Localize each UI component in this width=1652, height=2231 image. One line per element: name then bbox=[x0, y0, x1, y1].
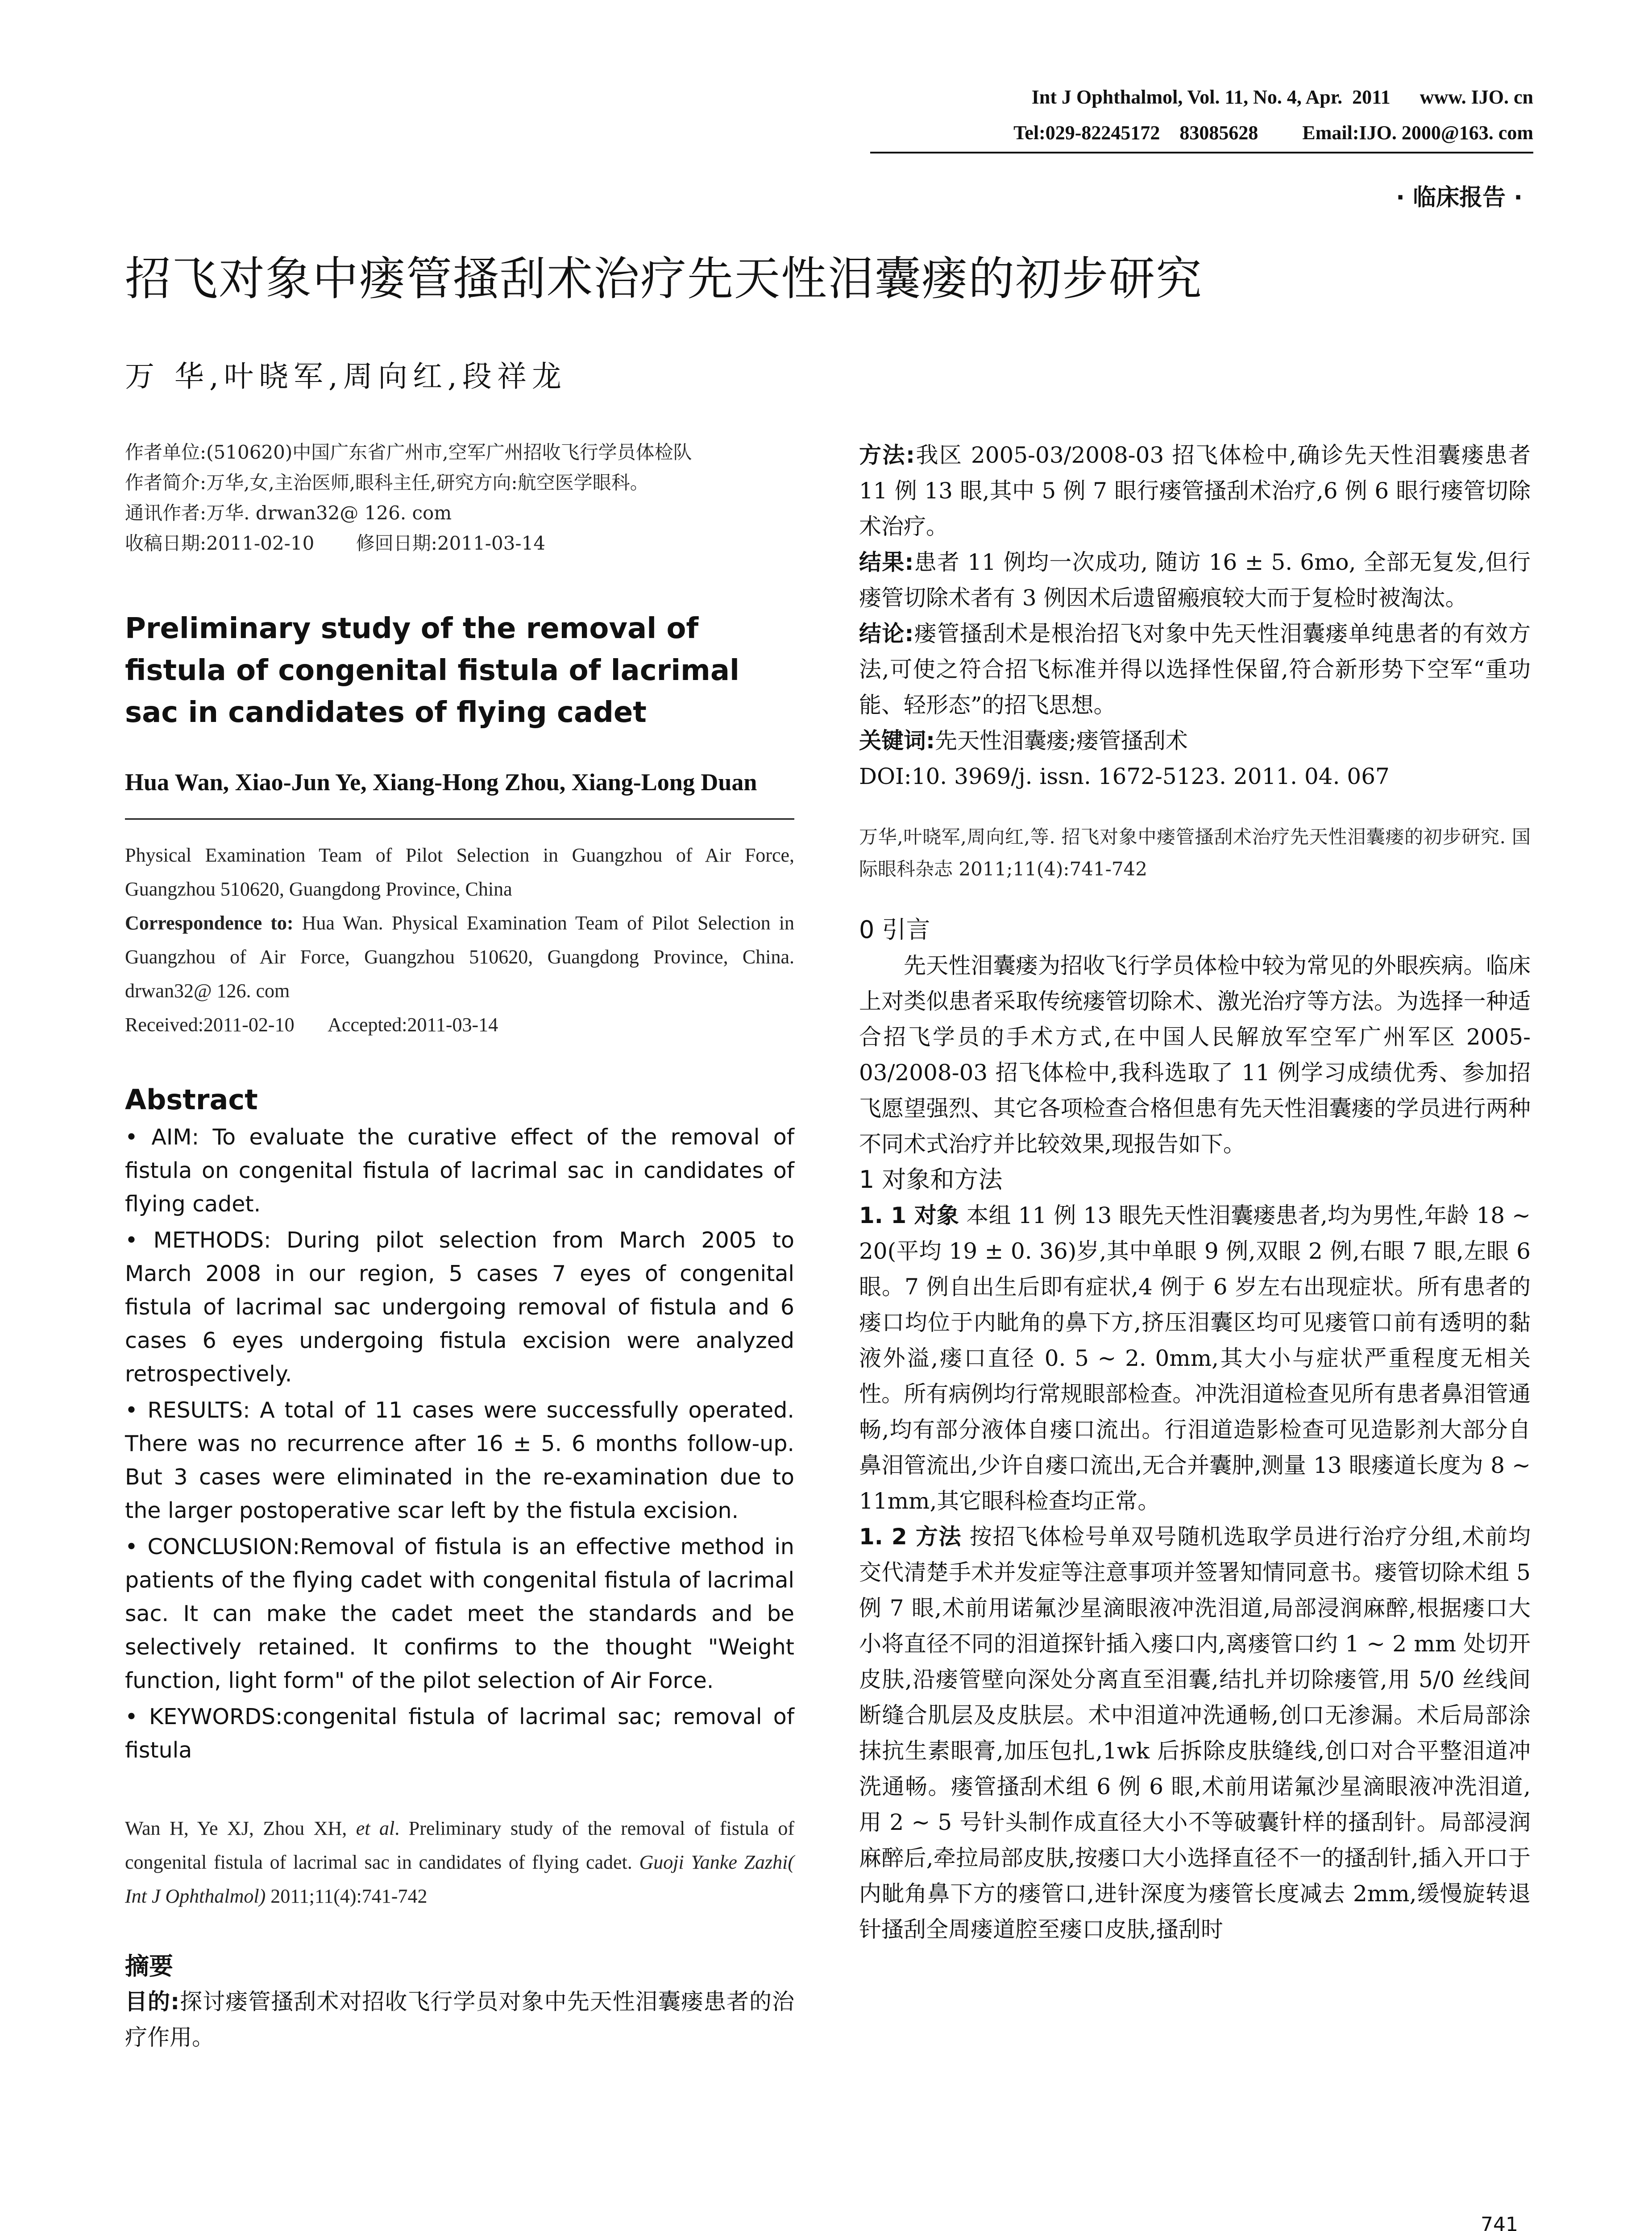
header-rule bbox=[870, 152, 1533, 153]
intro-heading: 0 引言 bbox=[859, 916, 930, 944]
zh-conclusion-text: 瘘管搔刮术是根治招飞对象中先天性泪囊瘘单纯患者的有效方法,可使之符合招飞标准并得以选择性保留,符合新形势下空军“重功能、轻形态”的招飞思想。 bbox=[859, 621, 1531, 718]
page-title: 招飞对象中瘘管搔刮术治疗先天性泪囊瘘的初步研究 bbox=[125, 252, 1203, 306]
abstract-heading: Abstract bbox=[125, 1083, 258, 1116]
intro-paragraph: 先天性泪囊瘘为招收飞行学员体检中较为常见的外眼疾病。临床上对类似患者采取传统瘘管切除术、激光治疗等方法。为选择一种适合招飞学员的手术方式,在中国人民解放军空军广州军区 2005-03/2008-03 招飞体检中,我科选取了 11 例学习成绩优秀、参加招飞愿望强烈、其它各项检查合格但患有先天性泪囊瘘的学员进行两种不同术式治疗并比较效果,现报告如下。 bbox=[859, 953, 1531, 1157]
abstract-methods: • METHODS: During pilot selection from March 2005 to March 2008 in our region, 5 cases 7 eyes of congenital fistula of lacrimal sac undergoing removal of fistula and 6 cases 6 eyes undergoing fistula excision were analyzed retrospectively. bbox=[125, 1227, 794, 1387]
zh-abstract-heading: 摘要 bbox=[125, 1952, 173, 1980]
abstract-results: • RESULTS: A total of 11 cases were successfully operated. There was no recurrence after 16 ± 5. 6 months follow-up. But 3 cases were eliminated in the re-examination due to the larger postoperative scar left by the fistula excision. bbox=[125, 1397, 794, 1523]
section-1-1 bbox=[859, 1198, 1531, 1519]
english-title: Preliminary study of the removal of fistula of congenital fistula of lacrimal sac in candidates of flying cadet bbox=[125, 612, 739, 729]
zh-methods-text: 我区 2005-03/2008-03 招飞体检中,确诊先天性泪囊瘘患者 11 例 13 眼,其中 5 例 7 眼行瘘管搔刮术治疗,6 例 6 眼行瘘管切除术治疗。 bbox=[859, 442, 1531, 539]
zh-aim-text: 探讨瘘管搔刮术对招收飞行学员对象中先天性泪囊瘘患者的治疗作用。 bbox=[125, 1989, 795, 2050]
zh-conclusion-label: 结论: bbox=[859, 621, 914, 647]
citation-journal: Guoji Yanke Zazhi( Int J Ophthalmol) bbox=[125, 1851, 794, 1907]
zh-results-label: 结果: bbox=[859, 549, 914, 575]
correspondence bbox=[125, 906, 794, 1008]
page-number: 741 bbox=[1481, 2213, 1518, 2231]
author-dates: 收稿日期:2011-02-10 修回日期:2011-03-14 bbox=[125, 532, 546, 554]
section-1-2 bbox=[859, 1519, 1531, 1947]
journal-header-line1: Int J Ophthalmol, Vol. 11, No. 4, Apr. 2011 www. IJO. cn bbox=[1031, 86, 1533, 108]
author-unit: 作者单位:(510620)中国广东省广州市,空军广州招收飞行学员体检队 bbox=[125, 441, 692, 463]
section-1-2-label: 1. 2 方法 bbox=[859, 1524, 962, 1550]
affiliation-address: Physical Examination Team of Pilot Selection in Guangzhou of Air Force, Guangzhou 510620, Guangdong Province, China bbox=[125, 844, 794, 900]
correspondence-label: Correspondence to: bbox=[125, 912, 294, 934]
zh-keywords-label: 关键词: bbox=[859, 728, 935, 754]
zh-abstract-conclusion bbox=[859, 616, 1531, 723]
received-accepted: Received:2011-02-10 Accepted:2011-03-14 bbox=[125, 1014, 498, 1036]
abstract-keywords: • KEYWORDS:congenital fistula of lacrimal sac; removal of fistula bbox=[125, 1704, 794, 1763]
journal-header-line2: Tel:029-82245172 83085628 Email:IJO. 2000@163. com bbox=[1013, 122, 1533, 144]
citation-etal: et al bbox=[356, 1817, 395, 1839]
section-tag: · 临床报告 · bbox=[1396, 184, 1523, 211]
author-info bbox=[125, 437, 794, 559]
zh-methods-label: 方法: bbox=[859, 442, 915, 468]
zh-abstract-methods bbox=[859, 437, 1531, 544]
authors-cn: 万 华,叶晓军,周向红,段祥龙 bbox=[125, 359, 567, 394]
doi: DOI:10. 3969/j. issn. 1672-5123. 2011. 04. 067 bbox=[859, 763, 1390, 789]
zh-abstract-results bbox=[859, 544, 1531, 616]
zh-abstract-aim bbox=[125, 1984, 794, 2055]
english-affiliation bbox=[125, 838, 794, 1042]
section-1-1-text: 本组 11 例 13 眼先天性泪囊瘘患者,均为男性,年龄 18 ~ 20(平均 19 ± 0. 36)岁,其中单眼 9 例,双眼 2 例,右眼 7 眼,左眼 6 眼。7 例自出生后即有症状,4 例于 6 岁左右出现症状。所有患者的瘘口均位于内眦角的鼻下方,挤压泪囊区均可见瘘管口前有透明的黏液外溢,瘘口直径 0. 5 ~ 2. 0mm,其大小与症状严重程度无相关性。所有病例均行常规眼部检查。冲洗泪道检查见所有患者鼻泪管通畅,均有部分液体自瘘口流出。行泪道造影检查可见造影剂大部分自鼻泪管流出,少许自瘘口流出,无合并囊肿,测量 13 眼瘘道长度为 8 ~ 11mm,其它眼科检查均正常。 bbox=[859, 1203, 1531, 1514]
citation-title: . Preliminary study of the removal of fistula of congenital fistula of lacrimal sac in candidates of flying cadet. bbox=[125, 1817, 795, 1873]
section-1-2-text: 按招飞体检号单双号随机选取学员进行治疗分组,术前均交代清楚手术并发症等注意事项并签署知情同意书。瘘管切除术组 5 例 7 眼,术前用诺氟沙星滴眼液冲洗泪道,局部浸润麻醉,根据瘘口大小将直径不同的泪道探针插入瘘口内,离瘘管口约 1 ~ 2 mm 处切开皮肤,沿瘘管壁向深处分离直至泪囊,结扎并切除瘘管,用 5/0 丝线间断缝合肌层及皮肤层。术中泪道冲洗通畅,创口无渗漏。术后局部涂抹抗生素眼膏,加压包扎,1wk 后拆除皮肤缝线,创口对合平整泪道冲洗通畅。瘘管搔刮术组 6 例 6 眼,术前用诺氟沙星滴眼液冲洗泪道,用 2 ~ 5 号针头制作成直径大小不等破囊针样的搔刮针。局部浸润麻醉后,牵拉局部皮肤,按瘘口大小选择直径不一的搔刮针,插入开口于内眦角鼻下方的瘘管口,进针深度为瘘管长度减去 2mm,缓慢旋转退针搔刮全周瘘道腔至瘘口皮肤,搔刮时 bbox=[859, 1524, 1531, 1942]
correspondence-text: Hua Wan. Physical Examination Team of Pilot Selection in Guangzhou of Air Force, Guangzhou 510620, Guangdong Province, China. drwan32@ 126. com bbox=[125, 912, 795, 1002]
zh-aim-label: 目的: bbox=[125, 1989, 180, 2015]
english-authors: Hua Wan, Xiao-Jun Ye, Xiang-Hong Zhou, Xiang-Long Duan bbox=[125, 765, 794, 820]
methods-heading: 1 对象和方法 bbox=[859, 1165, 1003, 1194]
chinese-citation: 万华,叶晓军,周向红,等. 招飞对象中瘘管搔刮术治疗先天性泪囊瘘的初步研究. 国际眼科杂志 2011;11(4):741-742 bbox=[859, 826, 1531, 880]
right-column bbox=[859, 437, 1531, 1947]
left-column bbox=[125, 437, 794, 2055]
zh-keywords-text: 先天性泪囊瘘;瘘管搔刮术 bbox=[935, 728, 1188, 754]
citation-volume: 2011;11(4):741-742 bbox=[266, 1885, 428, 1907]
abstract-conclusion: • CONCLUSION:Removal of fistula is an effective method in patients of the flying cadet with congenital fistula of lacrimal sac. It can make the cadet meet the standards and be selectively retained. It confirms to the thought "Weight function, light form" of the pilot selection of Air Force. bbox=[125, 1534, 794, 1693]
author-contact: 通讯作者:万华. drwan32@ 126. com bbox=[125, 502, 452, 524]
abstract-aim: • AIM: To evaluate the curative effect of the removal of fistula on congenital fistula of lacrimal sac in candidates of flying cadet. bbox=[125, 1124, 794, 1217]
section-1-1-label: 1. 1 对象 bbox=[859, 1203, 959, 1228]
english-citation bbox=[125, 1812, 794, 1913]
zh-results-text: 患者 11 例均一次成功, 随访 16 ± 5. 6mo, 全部无复发,但行瘘管切除术者有 3 例因术后遗留瘢痕较大而于复检时被淘汰。 bbox=[859, 549, 1531, 611]
citation-authors: Wan H, Ye XJ, Zhou XH, bbox=[125, 1817, 356, 1839]
zh-abstract-keywords bbox=[859, 723, 1531, 759]
author-bio: 作者简介:万华,女,主治医师,眼科主任,研究方向:航空医学眼科。 bbox=[125, 472, 649, 493]
